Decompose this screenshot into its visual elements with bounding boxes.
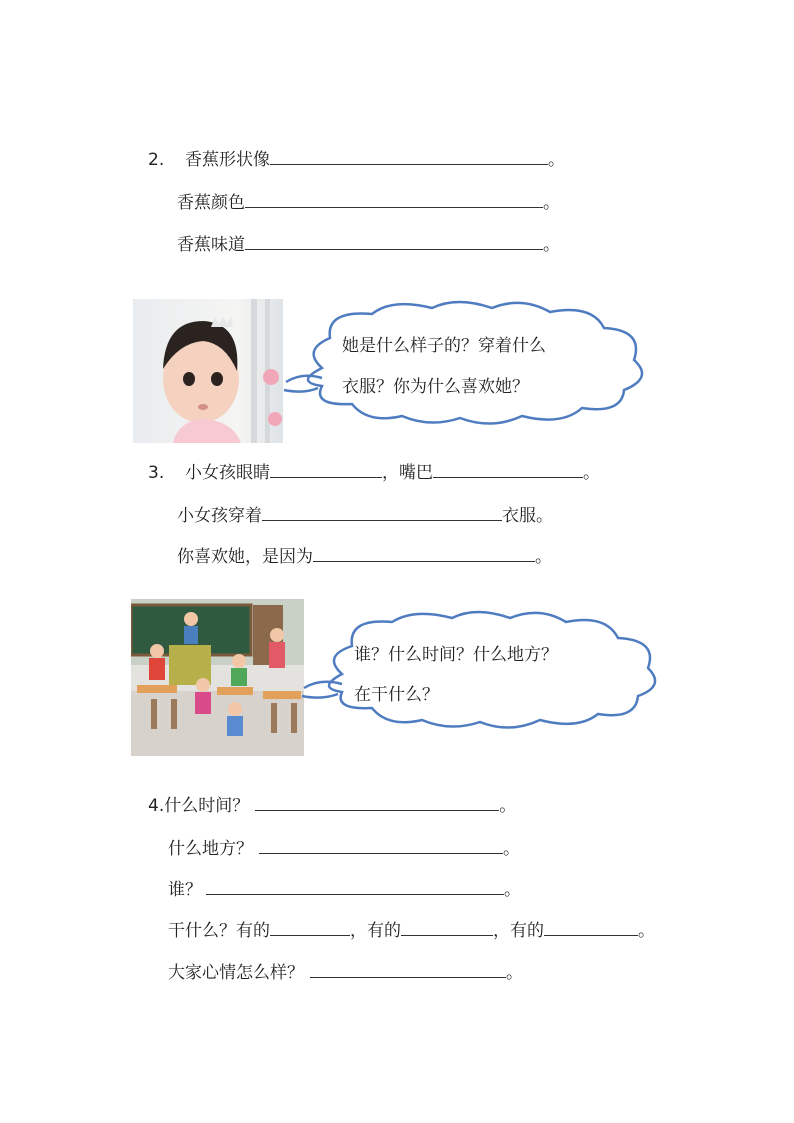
q3-number: 3. bbox=[148, 463, 165, 483]
q3-reason-blank[interactable] bbox=[313, 544, 535, 562]
q2-line2-end: 。 bbox=[543, 193, 560, 213]
q4-doing-label: 干什么？有的 bbox=[168, 921, 270, 941]
q4-line-2 bbox=[168, 836, 520, 860]
q3-eyes-label: 小女孩眼睛 bbox=[185, 463, 271, 483]
q3-reason-label: 你喜欢她，是因为 bbox=[177, 547, 313, 567]
q3-mouth-label: ，嘴巴 bbox=[382, 463, 434, 483]
q2-color-blank[interactable] bbox=[245, 190, 543, 208]
q4-time-blank[interactable] bbox=[255, 793, 499, 811]
q3-mouth-blank[interactable] bbox=[433, 460, 583, 478]
q4-number: 4. bbox=[148, 796, 165, 816]
q4-line1-end: 。 bbox=[499, 796, 517, 816]
q3-wearing-blank[interactable] bbox=[262, 503, 502, 521]
q4-mood-blank[interactable] bbox=[310, 960, 506, 978]
q3-wearing-label: 小女孩穿着 bbox=[177, 506, 262, 526]
q3-line1-end: 。 bbox=[583, 463, 601, 483]
q2-line-1 bbox=[148, 147, 565, 171]
q2-number: 2. bbox=[148, 150, 165, 170]
q4-doing-mid-1: ，有的 bbox=[350, 921, 401, 941]
q4-line-1 bbox=[148, 793, 516, 817]
cloud2-line-1: 谁？什么时间？什么地方？ bbox=[354, 645, 558, 665]
q2-shape-blank[interactable] bbox=[270, 147, 548, 165]
q4-line3-end: 。 bbox=[504, 880, 521, 900]
q4-mood-label: 大家心情怎么样？ bbox=[168, 963, 304, 983]
q4-doing-blank-3[interactable] bbox=[544, 918, 638, 936]
q2-shape-label: 香蕉形状像 bbox=[185, 150, 271, 170]
q2-taste-label: 香蕉味道 bbox=[177, 235, 245, 255]
q4-line-3 bbox=[168, 877, 521, 901]
q3-line-2 bbox=[177, 503, 553, 527]
q4-who-blank[interactable] bbox=[206, 877, 504, 895]
q2-line-2 bbox=[177, 190, 560, 214]
q4-line-4 bbox=[168, 918, 655, 942]
q3-line-1 bbox=[148, 460, 600, 484]
q2-line-3 bbox=[177, 232, 560, 256]
cloud1-line-2: 衣服？你为什么喜欢她？ bbox=[342, 377, 529, 397]
q4-time-label: 什么时间？ bbox=[164, 796, 250, 816]
q4-doing-mid-2: ，有的 bbox=[493, 921, 544, 941]
q3-clothes-tail: 衣服。 bbox=[502, 506, 553, 526]
cloud1-line-1: 她是什么样子的？穿着什么 bbox=[342, 336, 546, 356]
q4-line4-end: 。 bbox=[638, 921, 655, 941]
q3-line3-end: 。 bbox=[535, 547, 552, 567]
q4-who-label: 谁？ bbox=[168, 880, 202, 900]
q3-eyes-blank[interactable] bbox=[270, 460, 382, 478]
q4-place-label: 什么地方？ bbox=[168, 839, 253, 859]
girl-photo bbox=[133, 299, 283, 443]
q4-line5-end: 。 bbox=[506, 963, 523, 983]
classroom-illustration bbox=[131, 599, 304, 756]
q4-doing-blank-2[interactable] bbox=[401, 918, 493, 936]
thought-cloud-2 bbox=[300, 608, 668, 734]
thought-cloud-1 bbox=[282, 298, 658, 430]
q3-line-3 bbox=[177, 544, 552, 568]
q2-line1-end: 。 bbox=[548, 150, 566, 170]
q2-line3-end: 。 bbox=[543, 235, 560, 255]
q4-line-5 bbox=[168, 960, 523, 984]
q2-color-label: 香蕉颜色 bbox=[177, 193, 245, 213]
q2-taste-blank[interactable] bbox=[245, 232, 543, 250]
q4-line2-end: 。 bbox=[503, 839, 520, 859]
cloud2-line-2: 在干什么？ bbox=[354, 685, 439, 705]
q4-doing-blank-1[interactable] bbox=[270, 918, 350, 936]
q4-place-blank[interactable] bbox=[259, 836, 503, 854]
